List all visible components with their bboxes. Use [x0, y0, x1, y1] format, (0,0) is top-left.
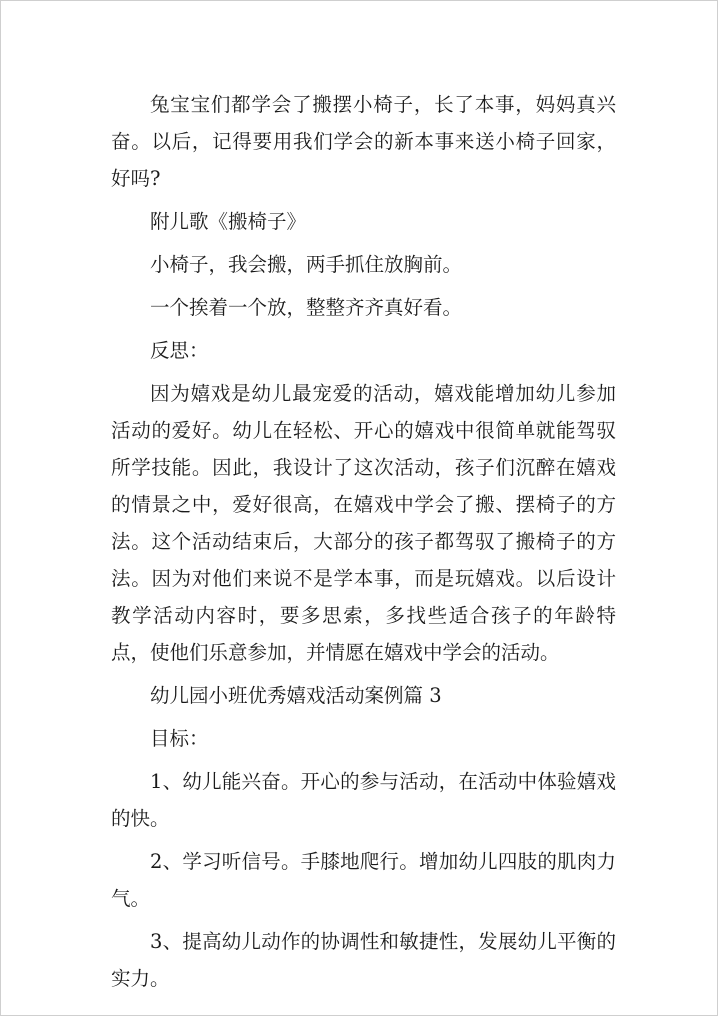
paragraph-11: 3、提高幼儿动作的协调性和敏捷性，发展幼儿平衡的实力。 — [111, 930, 616, 990]
paragraph-4: 一个挨着一个放，整整齐齐真好看。 — [150, 296, 463, 319]
paragraph-2: 附儿歌《搬椅子》 — [150, 210, 307, 233]
paragraph-9: 1、幼儿能兴奋。开心的参与活动，在活动中体验嬉戏的快。 — [111, 770, 616, 830]
paragraph-8: 目标： — [150, 727, 209, 750]
paragraph-3: 小椅子，我会搬，两手抓住放胸前。 — [150, 253, 463, 276]
paragraph-10: 2、学习听信号。手膝地爬行。增加幼儿四肢的肌肉力气。 — [111, 850, 616, 910]
document-body — [111, 86, 616, 1003]
paragraph-1: 兔宝宝们都学会了搬摆小椅子，长了本事，妈妈真兴奋。以后，记得要用我们学会的新本事来送小椅子回家，好吗? — [111, 93, 616, 190]
paragraph-7: 幼儿园小班优秀嬉戏活动案例篇 3 — [150, 684, 442, 707]
paragraph-5: 反思： — [150, 339, 209, 362]
paragraph-6: 因为嬉戏是幼儿最宠爱的活动，嬉戏能增加幼儿参加活动的爱好。幼儿在轻松、开心的嬉戏中很简单就能驾驭所学技能。因此，我设计了这次活动，孩子们沉醉在嬉戏的情景之中，爱好很高，在嬉戏中学会了搬、摆椅子的方法。这个活动结束后，大部分的孩子都驾驭了搬椅子的方法。因为对他们来说不是学本事，而是玩嬉戏。以后设计教学活动内容时，要多思索，多找些适合孩子的年龄特点，使他们乐意参加，并情愿在嬉戏中学会的活动。 — [111, 382, 616, 664]
